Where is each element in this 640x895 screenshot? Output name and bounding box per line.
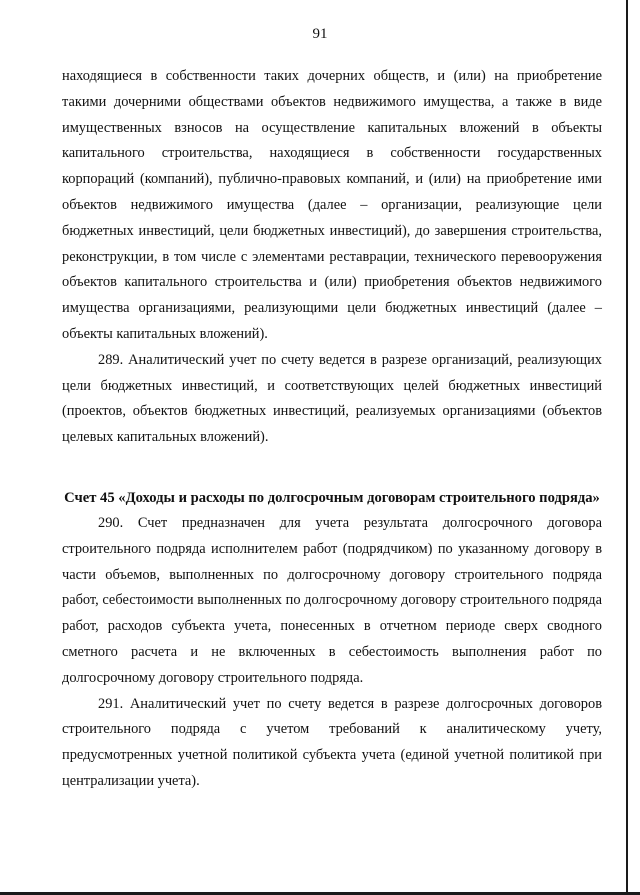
paragraph-289: 289. Аналитический учет по счету ведется в разрезе организаций, реализующих цели бюджетных инвестиций, и соответствующих целей бюджетных инвестиций (проектов, объектов бюджетных инвестиций, реализуемых организациями (объектов целевых капитальных вложений). (62, 351, 602, 446)
section-heading-account-45: Счет 45 «Доходы и расходы по долгосрочным договорам строительного подряда» (64, 489, 600, 506)
paragraph-291: 291. Аналитический учет по счету ведется в разрезе долгосрочных договоров строительного подряда с учетом требований к аналитическому учету, предусмотренных учетной политикой субъекта учета (единой учетной политикой при централизации учета). (62, 695, 602, 789)
document-body (62, 64, 602, 795)
page-number: 91 (312, 26, 328, 42)
scan-edge-right (626, 0, 628, 895)
paragraph-continuation: находящиеся в собственности таких дочерних обществ, и (или) на приобретение такими дочерними обществами объектов недвижимого имущества, а также в виде имущественных взносов на осуществление капитальных вложений в объекты капитального строительства, находящиеся в собственности государственных корпораций (компаний), публично-правовых компаний, и (или) на приобретение ими объектов недвижимого имущества (далее – организации, реализующие цели бюджетных инвестиций, цели бюджетных инвестиций), до завершения строительства, реконструкции, в том числе с элементами реставрации, технического перевооружения объектов капитального строительства и (или) приобретения объектов недвижимого имущества организациями, реализующими цели бюджетных инвестиций (далее – объекты капитальных вложений). (62, 68, 602, 342)
paragraph-290: 290. Счет предназначен для учета результата долгосрочного договора строительного подряда исполнителем работ (подрядчиком) по указанному договору в части объемов, выполненных по долгосрочному договору строительного подряда работ, себестоимости выполненных по долгосрочному договору строительного подряда работ, расходов субъекта учета, понесенных в отчетном периоде сверх сводного сметного расчета и не включенных в себестоимость выполнения работ по долгосрочному договору строительного подряда. (62, 514, 602, 686)
